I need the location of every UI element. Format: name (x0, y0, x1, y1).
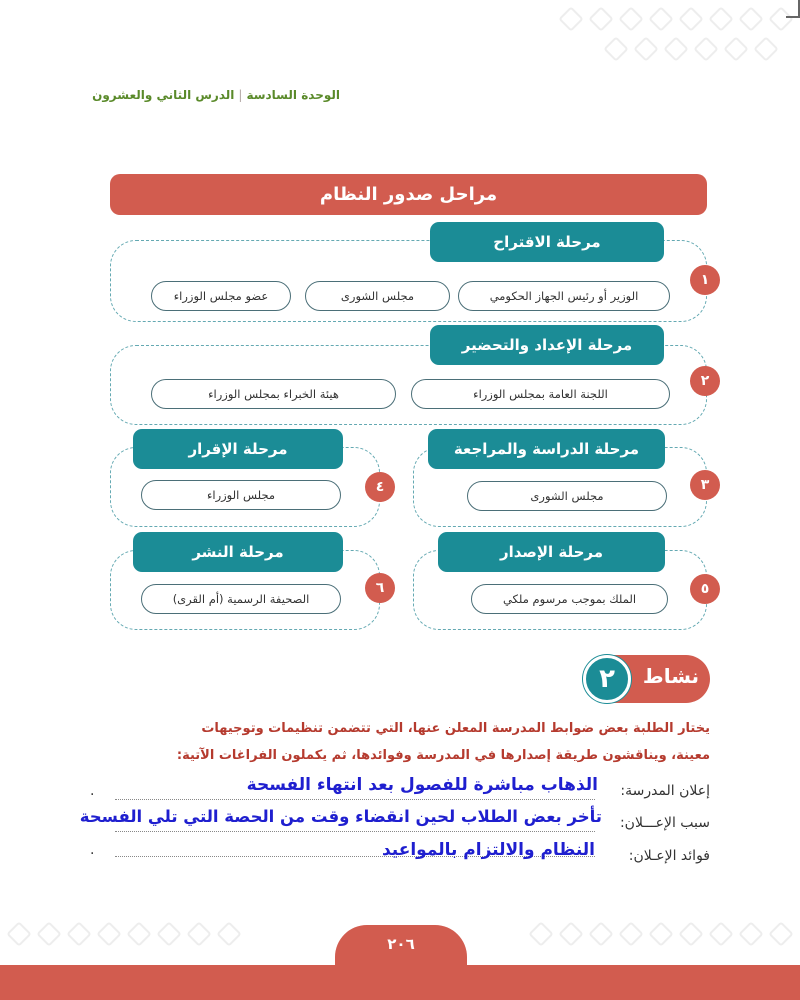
stage-number-1: ١ (690, 265, 720, 295)
field-announcement-reason (79, 807, 710, 837)
stage-4-item-1: مجلس الوزراء (141, 480, 341, 510)
stage-title-1: مرحلة الاقتراح (430, 222, 664, 262)
page-header (92, 88, 340, 102)
stage-title-3: مرحلة الدراسة والمراجعة (428, 429, 665, 469)
period: . (90, 783, 95, 799)
stage-1-item-1: الوزير أو رئيس الجهاز الحكومي (458, 281, 670, 311)
stage-title-4: مرحلة الإقرار (133, 429, 343, 469)
field-label: فوائد الإعـلان: (628, 848, 710, 864)
field-label: إعلان المدرسة: (620, 783, 710, 799)
handwritten-answer: تأخر بعض الطلاب لحين انقضاء وقت من الحصة التي تلي الفسحة (79, 807, 602, 826)
lesson-label: الدرس الثاني والعشرون (92, 88, 235, 102)
activity-instructions-line2: معينة، ويناقشون طريقة إصدارها في المدرسة وفوائدها، ثم يكملون الفراغات الآتية: (176, 748, 710, 763)
stage-6-item-1: الصحيفة الرسمية (أم القرى) (141, 584, 341, 614)
unit-label: الوحدة السادسة (246, 88, 340, 102)
stage-number-4: ٤ (365, 472, 395, 502)
stage-number-3: ٣ (690, 470, 720, 500)
section-title: مراحل صدور النظام (110, 174, 707, 215)
stage-1-item-2: مجلس الشورى (305, 281, 450, 311)
field-school-announcement (90, 775, 710, 805)
decorative-pattern-bottom-left (10, 900, 290, 960)
dotted-line (115, 831, 595, 832)
activity-instructions-line1: يختار الطلبة بعض ضوابط المدرسة المعلن عنها، التي تتضمن تنظيمات وتوجيهات (201, 721, 710, 736)
activity-label: نشاط (642, 664, 700, 688)
decorative-pattern-bottom (490, 900, 790, 960)
handwritten-answer: الذهاب مباشرة للفصول بعد انتهاء الفسحة (246, 775, 598, 795)
field-announcement-benefits (90, 840, 710, 870)
decorative-pattern (530, 5, 790, 85)
field-label: سبب الإعـــلان: (619, 815, 710, 831)
stage-number-2: ٢ (690, 366, 720, 396)
stage-number-6: ٦ (365, 573, 395, 603)
header-separator: | (238, 88, 243, 102)
stage-title-6: مرحلة النشر (133, 532, 343, 572)
stage-title-5: مرحلة الإصدار (438, 532, 665, 572)
activity-number: ٢ (583, 655, 631, 703)
stage-2-item-2: هيئة الخبراء بمجلس الوزراء (151, 379, 396, 409)
page-number: ٢٠٦ (335, 925, 467, 985)
stage-number-5: ٥ (690, 574, 720, 604)
period: . (90, 842, 95, 858)
dotted-line (115, 799, 595, 800)
crop-mark (786, 0, 800, 18)
stage-2-item-1: اللجنة العامة بمجلس الوزراء (411, 379, 670, 409)
stage-3-item-1: مجلس الشورى (467, 481, 667, 511)
handwritten-answer: النظام والالتزام بالمواعيد (381, 840, 595, 860)
stage-title-2: مرحلة الإعداد والتحضير (430, 325, 664, 365)
stage-5-item-1: الملك بموجب مرسوم ملكي (471, 584, 668, 614)
stage-1-item-3: عضو مجلس الوزراء (151, 281, 291, 311)
